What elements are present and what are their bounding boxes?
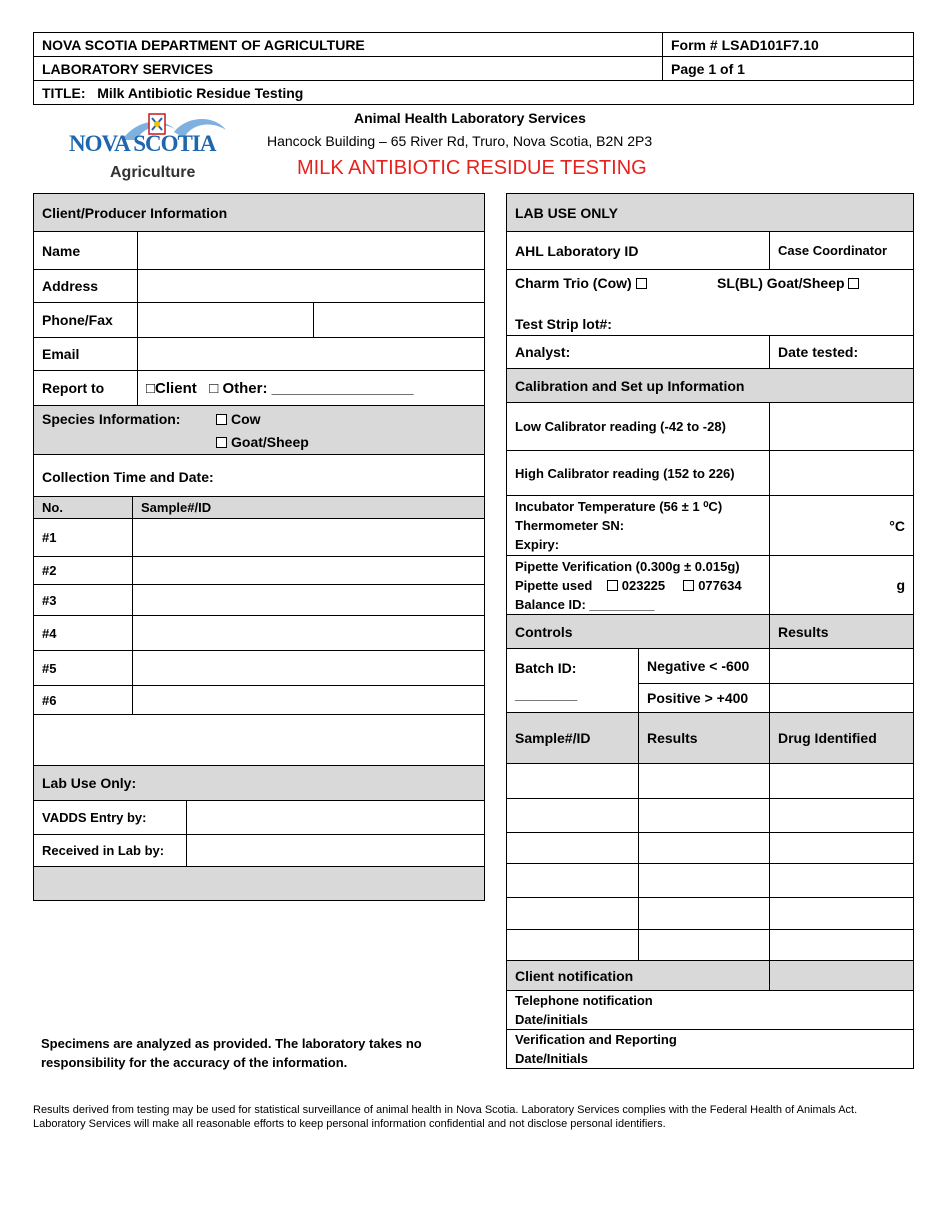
phone-field[interactable] xyxy=(138,303,314,338)
high-cal-field[interactable] xyxy=(770,451,914,496)
title-label: TITLE: xyxy=(42,84,86,101)
org-name: Animal Health Laboratory Services xyxy=(354,110,586,126)
case-coordinator[interactable]: Case Coordinator xyxy=(770,232,914,270)
test-type-cell xyxy=(507,270,914,336)
verif-cell[interactable] xyxy=(507,1030,914,1069)
verif-label: Verification and Reporting xyxy=(515,1032,677,1047)
incubator-field[interactable] xyxy=(770,496,914,556)
incubator-label: Incubator Temperature (56 ± 1 ⁰C) xyxy=(515,499,723,514)
charm-option[interactable] xyxy=(515,275,651,291)
result-cell[interactable] xyxy=(507,898,639,930)
form-number: Form # LSAD101F7.10 xyxy=(663,33,914,57)
samples-table xyxy=(33,496,485,766)
result-cell[interactable] xyxy=(639,864,770,898)
sample-no: #6 xyxy=(34,686,133,715)
ahl-id-label: AHL Laboratory ID xyxy=(507,232,770,270)
logo-subtext: Agriculture xyxy=(110,164,196,181)
received-label: Received in Lab by: xyxy=(34,835,187,867)
result-cell[interactable] xyxy=(770,764,914,799)
species-cow[interactable] xyxy=(216,411,261,427)
pipette-label: Pipette Verification (0.300g ± 0.015g) xyxy=(515,558,740,574)
email-field[interactable] xyxy=(138,338,485,371)
sample-no: #5 xyxy=(34,651,133,686)
client-notif-header: Client notification xyxy=(507,961,770,991)
sample-id-field[interactable] xyxy=(133,616,485,651)
client-table xyxy=(33,193,485,499)
result-cell[interactable] xyxy=(507,833,639,864)
report-other-option[interactable]: □ Other: _________________ xyxy=(209,379,414,397)
sample-no: #1 xyxy=(34,519,133,557)
vadds-label: VADDS Entry by: xyxy=(34,801,187,835)
result-cell[interactable] xyxy=(507,864,639,898)
sample-id-field[interactable] xyxy=(133,585,485,616)
result-cell[interactable] xyxy=(639,930,770,961)
address-label: Address xyxy=(34,270,138,303)
checkbox-icon[interactable] xyxy=(848,278,859,289)
tel-date-label: Date/initials xyxy=(515,1012,588,1027)
sample-no: #3 xyxy=(34,585,133,616)
col-no-header: No. xyxy=(34,497,133,519)
batch-id-line: ________ xyxy=(515,685,578,702)
lab-use-left-table xyxy=(33,765,485,901)
sample-no: #4 xyxy=(34,616,133,651)
high-cal-label: High Calibrator reading (152 to 226) xyxy=(507,451,770,496)
results-header: Results xyxy=(770,615,914,649)
checkbox-icon[interactable] xyxy=(216,437,227,448)
vadds-field[interactable] xyxy=(187,801,485,835)
services-name: LABORATORY SERVICES xyxy=(34,57,663,81)
nova-scotia-logo xyxy=(66,110,241,188)
email-label: Email xyxy=(34,338,138,371)
report-to-options[interactable] xyxy=(138,371,485,406)
result-cell[interactable] xyxy=(639,764,770,799)
batch-id-label: Batch ID: xyxy=(515,659,577,676)
result-cell[interactable] xyxy=(639,898,770,930)
result-cell[interactable] xyxy=(639,799,770,833)
col-sample-header: Sample#/ID xyxy=(133,497,485,519)
footer-text xyxy=(33,1103,923,1131)
lab-use-left-header: Lab Use Only: xyxy=(34,766,485,801)
species-label: Species Information: xyxy=(42,411,181,427)
species-goat[interactable] xyxy=(216,434,309,450)
sample-id-field[interactable] xyxy=(133,651,485,686)
sample-id-field[interactable] xyxy=(133,686,485,715)
tel-notif-label: Telephone notification xyxy=(515,993,653,1008)
checkbox-icon[interactable] xyxy=(607,580,618,591)
header-table xyxy=(33,32,914,105)
analyst-label[interactable]: Analyst: xyxy=(507,336,770,369)
slbl-label: SL(BL) Goat/Sheep xyxy=(717,275,845,291)
drug-header: Drug Identified xyxy=(770,713,914,764)
sample-id-header: Sample#/ID xyxy=(507,713,639,764)
dept-name: NOVA SCOTIA DEPARTMENT OF AGRICULTURE xyxy=(34,33,663,57)
results2-header: Results xyxy=(639,713,770,764)
expiry-label: Expiry: xyxy=(515,537,560,552)
pipette-field[interactable] xyxy=(770,556,914,615)
calib-header: Calibration and Set up Information xyxy=(507,369,914,403)
result-cell[interactable] xyxy=(770,833,914,864)
client-header: Client/Producer Information xyxy=(34,194,485,232)
species-goat-label: Goat/Sheep xyxy=(231,434,309,450)
address-field[interactable] xyxy=(138,270,485,303)
checkbox-icon[interactable] xyxy=(636,278,647,289)
page-number: Page 1 of 1 xyxy=(663,57,914,81)
deg-c-unit: °C xyxy=(889,517,905,534)
checkbox-icon[interactable] xyxy=(216,414,227,425)
lab-use-left-footer xyxy=(34,867,485,901)
title-row xyxy=(34,81,914,105)
date-tested-label[interactable]: Date tested: xyxy=(770,336,914,369)
low-cal-field[interactable] xyxy=(770,403,914,451)
org-address: Hancock Building – 65 River Rd, Truro, Nova Scotia, B2N 2P3 xyxy=(267,133,653,149)
low-cal-label: Low Calibrator reading (-42 to -28) xyxy=(507,403,770,451)
report-to-label: Report to xyxy=(34,371,138,406)
result-cell[interactable] xyxy=(507,764,639,799)
collection-label: Collection Time and Date: xyxy=(34,455,485,499)
lab-use-right-table xyxy=(506,193,914,1069)
negative-label: Negative < -600 xyxy=(639,649,770,684)
footer-line-2: Laboratory Services will make all reasonable efforts to keep personal information confidential and not disclose personal identifiers. xyxy=(33,1118,666,1130)
received-field[interactable] xyxy=(187,835,485,867)
logo-text: NOVA SCOTIA xyxy=(69,131,216,156)
pipette-1-label: 023225 xyxy=(621,577,666,593)
disclaimer: Specimens are analyzed as provided. The laboratory takes no responsibility for the accuracy of the information. xyxy=(41,1036,422,1070)
positive-result[interactable] xyxy=(770,684,914,713)
batch-cell[interactable] xyxy=(507,649,639,713)
footer-line-1: Results derived from testing may be used for statistical surveillance of animal health in Nova Scotia. Laboratory Services complies with the Federal Health of Animals Act. xyxy=(33,1104,858,1116)
sample-id-field[interactable] xyxy=(133,519,485,557)
species-row xyxy=(34,406,485,455)
result-cell[interactable] xyxy=(770,864,914,898)
gram-unit: g xyxy=(896,577,905,593)
sample-id-field[interactable] xyxy=(133,557,485,585)
controls-header: Controls xyxy=(507,615,770,649)
phone-label: Phone/Fax xyxy=(34,303,138,338)
pipette-used-label: Pipette used xyxy=(515,577,593,593)
report-client-option[interactable]: □Client xyxy=(146,379,197,397)
pipette-used-row xyxy=(515,576,761,595)
client-notif-cell xyxy=(770,961,914,991)
thermo-label: Thermometer SN: xyxy=(515,518,625,533)
negative-result[interactable] xyxy=(770,649,914,684)
tel-notif-cell[interactable] xyxy=(507,991,914,1030)
verif-date-label: Date/Initials xyxy=(515,1051,588,1066)
slbl-option[interactable] xyxy=(717,275,863,291)
result-cell[interactable] xyxy=(507,930,639,961)
species-cow-label: Cow xyxy=(231,411,261,427)
sample-no: #2 xyxy=(34,557,133,585)
checkbox-icon[interactable] xyxy=(683,580,694,591)
pipette-cell xyxy=(507,556,770,615)
result-cell[interactable] xyxy=(770,930,914,961)
positive-label: Positive > +400 xyxy=(639,684,770,713)
lab-use-right-header: LAB USE ONLY xyxy=(507,194,914,232)
blank-row[interactable] xyxy=(34,715,485,766)
name-label: Name xyxy=(34,232,138,270)
result-cell[interactable] xyxy=(770,898,914,930)
fax-field[interactable] xyxy=(314,303,485,338)
result-cell[interactable] xyxy=(639,833,770,864)
pipette-2-label: 077634 xyxy=(698,577,742,593)
result-cell[interactable] xyxy=(507,799,639,833)
form-title: MILK ANTIBIOTIC RESIDUE TESTING xyxy=(297,157,647,179)
charm-label: Charm Trio (Cow) xyxy=(515,275,632,291)
incubator-cell xyxy=(507,496,770,556)
result-cell[interactable] xyxy=(770,799,914,833)
strip-lot-label: Test Strip lot#: xyxy=(515,316,612,332)
name-field[interactable] xyxy=(138,232,485,270)
title-value: Milk Antibiotic Residue Testing xyxy=(97,84,304,101)
balance-label: Balance ID: _________ xyxy=(515,596,655,612)
